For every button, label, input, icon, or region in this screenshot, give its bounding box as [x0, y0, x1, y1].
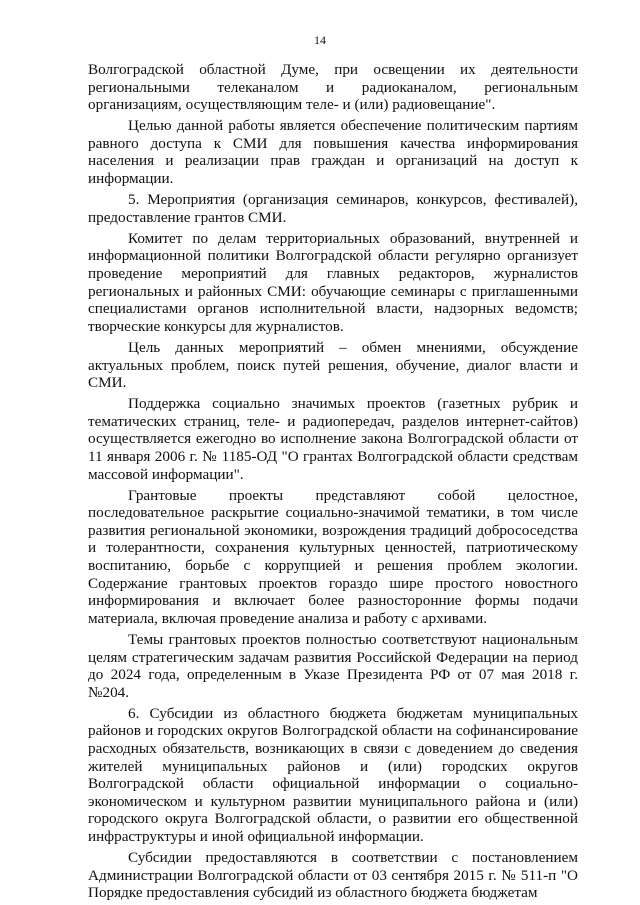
- paragraph-committee: Комитет по делам территориальных образований, внутренней и информационной политики Волгоградской области регулярно организует проведение мероприятий для главных редакторов, журналистов региональных и районных СМИ: обучающие семинары с приглашенными специалистами органов исполнительной власти, надзорных ведомств; творческие конкурсы для журналистов.: [88, 229, 578, 335]
- paragraph-continuation: Волгоградской областной Думе, при освещении их деятельности региональными телеканалом и радиоканалом, региональным организациям, осуществляющим теле- и (или) радиовещание".: [88, 61, 578, 114]
- paragraph-subsidies: Субсидии предоставляются в соответствии с постановлением Администрации Волгоградской области от 03 сентября 2015 г. № 511-п "О Порядке предоставления субсидий из областного бюджета бюджетам: [88, 849, 578, 902]
- section-heading-5: 5. Мероприятия (организация семинаров, конкурсов, фестивалей), предоставление грантов СМИ.: [88, 191, 578, 226]
- page-number: 14: [314, 33, 326, 47]
- document-body: [88, 61, 578, 902]
- paragraph-purpose: Целью данной работы является обеспечение политическим партиям равного доступа к СМИ для повышения качества информирования населения и реализации прав граждан и организаций на доступ к информации.: [88, 117, 578, 188]
- paragraph-grant-themes: Темы грантовых проектов полностью соответствуют национальным целям стратегическим задачам развития Российской Федерации на период до 2024 года, определенным в Указе Президента РФ от 07 мая 2018 г. №204.: [88, 630, 578, 701]
- paragraph-support: Поддержка социально значимых проектов (газетных рубрик и тематических страниц, теле- и радиопередач, разделов интернет-сайтов) осуществляется ежегодно во исполнение закона Волгоградской области от 11 января 2006 г. № 1185-ОД "О грантах Волгоградской области средствам массовой информации".: [88, 395, 578, 483]
- paragraph-events-goal: Цель данных мероприятий – обмен мнениями, обсуждение актуальных проблем, поиск путей решения, обучение, диалог власти и СМИ.: [88, 338, 578, 392]
- paragraph-grant-projects: Грантовые проекты представляют собой целостное, последовательное раскрытие социально-значимой тематики, в том числе развития региональной экономики, возрождения традиций добрососедства и толерантности, сохранения культурных ценностей, патриотическому воспитанию, борьбе с коррупцией и решения проблем экологии. Содержание грантовых проектов гораздо шире простого новостного информирования и включает более разносторонние формы подачи материала, включая проведение анализа и работу с архивами.: [88, 486, 578, 627]
- section-heading-6: 6. Субсидии из областного бюджета бюджетам муниципальных районов и городских округов Волгоградской области на софинансирование расходных обязательств, возникающих в связи с доведением до сведения жителей муниципальных районов и (или) городских округов Волгоградской области официальной информации о социально-экономическом и культурном развитии муниципального района и (или) городского округа Волгоградской области, о развитии его общественной инфраструктуры и иной официальной информации.: [88, 704, 578, 845]
